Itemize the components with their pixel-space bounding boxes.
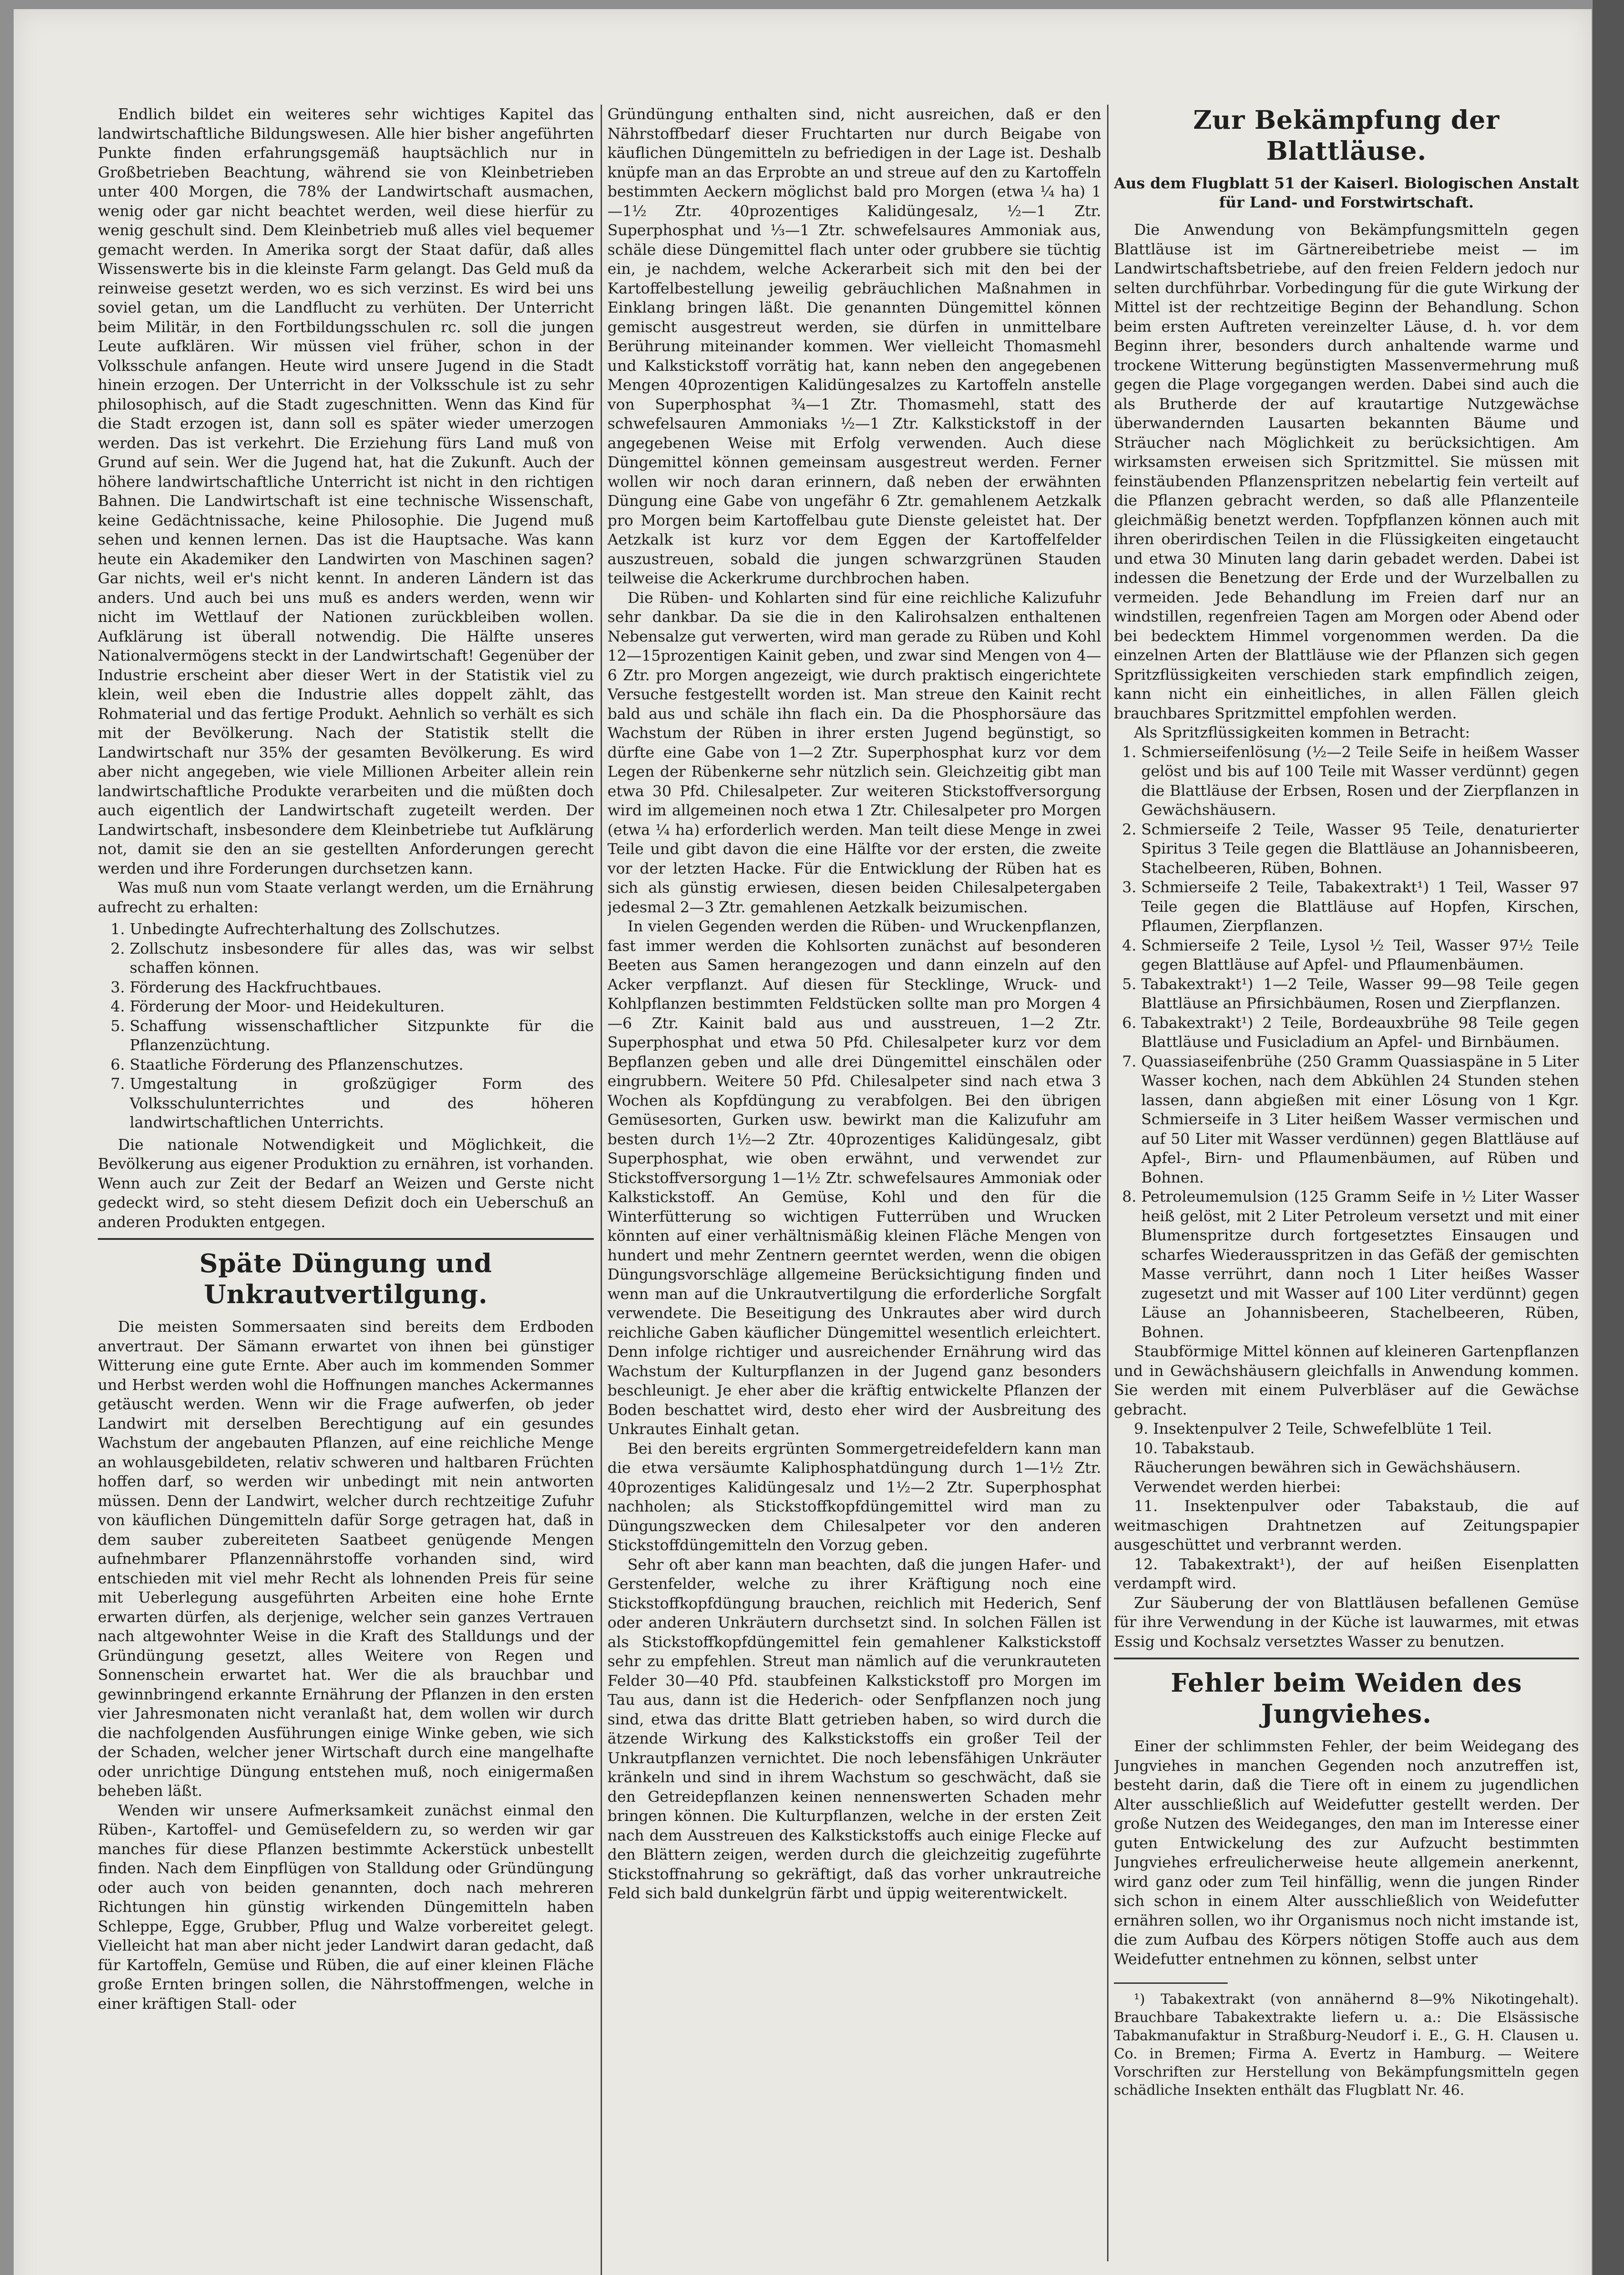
list-item: 1. Unbedingte Aufrechterhaltung des Zollschutzes. [130,920,594,939]
paragraph: 9. Insektenpulver 2 Teile, Schwefelblüte 1 Teil. [1134,1420,1492,1437]
list-item: 5. Schaffung wissenschaftlicher Sitzpunkte für die Pflanzenzüchtung. [130,1016,594,1055]
column-divider [601,105,602,2275]
paragraph: 12. Tabakextrakt¹), der auf heißen Eisenplatten verdampft wird. [1114,1555,1579,1592]
paragraph: Zur Säuberung der von Blattläusen befallenen Gemüse für ihre Verwendung in der Küche ist lauwarmes, mit etwas Essig und Kochsalz versetztes Wasser zu benutzen. [1114,1593,1579,1650]
paragraph: Die nationale Notwendigkeit und Möglichkeit, die Bevölkerung aus eigener Produktion zu ernähren, ist vorhanden. Wenn auch zur Zeit der Bedarf an Weizen und Gerste nicht gedeckt wird, so steht diesem Defizit doch ein Ueberschuß an anderen Produkten entgegen. [98,1135,594,1231]
spray-list [1114,743,1579,1342]
demands-list [98,920,594,1132]
paragraph: Die Rüben- und Kohlarten sind für eine reichliche Kalizufuhr sehr dankbar. Da sie die in den Kalirohsalzen enthaltenen Nebensalze gut verwerten, wird man gerade zu Rüben und Kohl 12—15prozentigen Kainit geben, und zwar sind Mengen von 4—6 Ztr. pro Morgen angezeigt, wie durch praktisch eingerichtete Versuche festgestellt worden ist. Man streue den Kainit recht bald aus und schäle ihn flach ein. Da die Phosphorsäure das Wachstum der Rüben in ihrer ersten Jugend begünstigt, so dürfte eine Gabe von 1—2 Ztr. Superphosphat kurz vor dem Legen der Rübenkerne sehr nützlich sein. Gleichzeitig gibt man etwa 30 Pfd. Chilesalpeter. Zur weiteren Stickstoffversorgung wird im allgemeinen noch etwa 1 Ztr. Chilesalpeter pro Morgen (etwa ¼ ha) erforderlich werden. Man teilt diese Menge in zwei Teile und gibt davon die eine Hälfte vor der ersten, die zweite vor der letzten Hacke. Für die Entwicklung der Rüben hat es sich als günstig erwiesen, diesen beiden Chilesalpetergaben jedesmal 2—3 Ztr. gemahlenen Aetzkalk beizumischen. [607,588,1101,916]
paragraph: Verwendet werden hierbei: [1134,1477,1341,1496]
list-item: 4. Förderung der Moor- und Heidekulturen. [130,997,594,1016]
section-divider [1114,1658,1579,1659]
list-item: 2. Zollschutz insbesondere für alles das, was wir selbst schaffen können. [130,939,594,978]
paragraph: 11. Insektenpulver oder Tabakstaub, die auf weitmaschigen Drahtnetzen auf Zeitungspapier ausgeschüttet und verbrannt werden. [1114,1497,1579,1553]
list-item: 3. Schmierseife 2 Teile, Tabakextrakt¹) 1 Teil, Wasser 97 Teile gegen die Blattläuse auf Hopfen, Kirschen, Pflaumen, Zierpflanzen. [1141,878,1579,936]
paragraph: Wenden wir unsere Aufmerksamkeit zunächst einmal den Rüben-, Kartoffel- und Gemüsefeldern zu, so werden wir gar manches für diese Pflanzen bestimmte Ackerstück unbestellt finden. Nach dem Einpflügen von Stalldung oder Gründüngung oder auch von beiden genannten, doch nach mehreren Richtungen hin günstig wirkenden Düngemitteln haben Schleppe, Egge, Grubber, Pflug und Walze vorbereitet gelegt. Vielleicht hat man aber nicht jeder Landwirt daran gedacht, daß für Kartoffeln, Gemüse und Rüben, die auf einer kleinen Fläche große Ernten bringen sollen, die Nährstoffmengen, welche in einer kräftigen Stall- oder [98,1801,594,2012]
column-divider [1107,105,1108,2261]
paragraph: Als Spritzflüssigkeiten kommen in Betracht: [1134,723,1470,741]
paragraph: In vielen Gegenden werden die Rüben- und Wruckenpflanzen, fast immer werden die Kohlsorten zunächst auf besonderen Beeten aus Samen herangezogen und dann einzeln auf den Acker verpflanzt. Auf diesen für Stecklinge, Wruck- und Kohlpflanzen bestimmten Feldstücken sollte man pro Morgen 4—6 Ztr. Kainit bald aus und ausstreuen, 1—2 Ztr. Superphosphat und etwa 50 Pfd. Chilesalpeter kurz vor dem Bepflanzen geben und alle drei Düngemittel einschälen oder eingrubbern. Weitere 50 Pfd. Chilesalpeter sind nach etwa 3 Wochen als Kopfdüngung zu verabfolgen. Bei den übrigen Gemüsesorten, Gurken usw. bewirkt man die Kalizufuhr am besten durch 1½—2 Ztr. 40prozentiges Kalidüngesalz, gibt Superphosphat, wie oben erwähnt, und verwendet zur Stickstoffversorgung 1—1½ Ztr. schwefelsaures Ammoniak oder Kalkstickstoff. An Gemüse, Kohl und den für die Winterfütterung so wichtigen Futterrüben und Wrucken könnten auf einer verhältnismäßig kleinen Fläche Mengen von hundert und mehr Zentnern geerntet werden, wenn die obigen Düngungsvorschläge allgemeine Berücksichtigung finden und wenn man auf die Unkrautvertilgung die erforderliche Sorgfalt verwendete. Die Beseitigung des Unkrautes aber wird durch reichliche Gaben käuflicher Düngemittel wesentlich erleichtert. Denn infolge richtiger und ausreichender Ernährung wird das Wachstum der Kulturpflanzen in der Jugend ganz besonders beschleunigt. Je eher aber die kräftig entwickelte Pflanzen der Boden beschattet wird, desto eher wird der Ausbreitung des Unkrautes Einhalt getan. [607,917,1101,1438]
paragraph: Bei den bereits ergrünten Sommergetreidefeldern kann man die etwa versäumte Kaliphosphatdüngung durch 1—1½ Ztr. 40prozentiges Kalidüngesalz und 1½—2 Ztr. Superphosphat nachholen; als Stickstoffkopfdüngemittel wird man zu Düngungszwecken dem Chilesalpeter vor den anderen Stickstoffdüngemitteln den Vorzug geben. [607,1439,1101,1554]
list-item: 7. Quassiaseifenbrühe (250 Gramm Quassiaspäne in 5 Liter Wasser kochen, nach dem Abkühlen 24 Stunden stehen lassen, dann abgießen mit einer Lösung von 1 Kgr. Schmierseife in 3 Liter heißem Wasser vermischen und auf 50 Liter mit Wasser verdünnen) gegen Blattläuse auf Apfel-, Birn- und Pflaumenbäumen, auf Rüben und Bohnen. [1141,1052,1579,1188]
article-title: Späte Düngung und Unkrautvertilgung. [199,1249,492,1309]
footnote-rule [1114,1982,1228,1984]
list-item: 7. Umgestaltung in großzügiger Form des Volksschulunterrichtes und des höheren landwirtschaftlichen Unterrichts. [130,1074,594,1132]
list-item: 2. Schmierseife 2 Teile, Wasser 95 Teile, denaturierter Spiritus 3 Teile gegen die Blattläuse an Johannisbeeren, Stachelbeeren, Rüben, Bohnen. [1141,820,1579,878]
list-item: 1. Schmierseifenlösung (½—2 Teile Seife in heißem Wasser gelöst und bis auf 100 Teile mit Wasser verdünnt) gegen die Blattläuse der Erbsen, Rosen und der Zierpflanzen in Gewächshäusern. [1141,743,1579,820]
scan-edge [1593,0,1624,2275]
footnote: ¹) Tabakextrakt (von annähernd 8—9% Nikotingehalt). Brauchbare Tabakextrakte liefern u. a.: Die Elsässische Tabakmanufaktur in Straßburg-Neudorf i. E., G. H. Clausen u. Co. in Bremen; Firma A. Evertz in Hamburg. — Weitere Vorschriften zur Herstellung von Bekämpfungsmitteln gegen schädliche Insekten enthält das Flugblatt Nr. 46. [1114,1991,1579,2098]
paragraph: Räucherungen bewähren sich in Gewächshäusern. [1134,1458,1521,1476]
article-source: Aus dem Flugblatt 51 der Kaiserl. Biologischen Anstalt für Land- und Forstwirtschaft. [1114,174,1579,211]
list-item: 8. Petroleumemulsion (125 Gramm Seife in ½ Liter Wasser heiß gelöst, mit 2 Liter Petroleum versetzt und mit einer Blumenspritze durch fortgesetztes Einsaugen und scharfes Wiederausspritzen in das Gefäß der gemischten Masse verrührt, dann noch 1 Liter heißes Wasser zugesetzt und mit Wasser auf 100 Liter verdünnt) gegen Läuse an Johannisbeeren, Stachelbeeren, Rüben, Bohnen. [1141,1187,1579,1342]
column-2 [607,105,1101,2275]
list-item: 6. Staatliche Förderung des Pflanzenschutzes. [130,1055,594,1075]
paragraph: 10. Tabakstaub. [1134,1439,1255,1457]
paragraph: Staubförmige Mittel können auf kleineren Gartenpflanzen und in Gewächshäusern gleichfalls in Anwendung kommen. Sie werden mit einem Pulverbläser auf die Gewächse gebracht. [1114,1342,1579,1418]
paragraph: Gründüngung enthalten sind, nicht ausreichen, daß er den Nährstoffbedarf dieser Fruchtarten nur durch Beigabe von käuflichen Düngemitteln zu befriedigen in der Lage ist. Deshalb knüpfe man an das Erprobte an und streue auf den zu Kartoffeln bestimmten Aeckern möglichst bald pro Morgen (etwa ¼ ha) 1—1½ Ztr. 40prozentiges Kalidüngesalz, ½—1 Ztr. Superphosphat und ⅓—1 Ztr. schwefelsaures Ammoniak aus, schäle diese Düngemittel flach unter oder grubbere sie tüchtig ein, je nachdem, welche Ackerarbeit sich mit den bei der Kartoffelbestellung jeweilig gebräuchlichen Maßnahmen in Einklang bringen läßt. Die genannten Düngemittel können gemischt ausgestreut werden, sie dürfen in unmittelbare Berührung miteinander kommen. Wer vielleicht Thomasmehl und Kalkstickstoff vorrätig hat, kann neben den angegebenen Mengen 40prozentigen Kalidüngesalzes zu Kartoffeln anstelle von Superphosphat ¾—1 Ztr. Thomasmehl, statt des schwefelsauren Ammoniaks ½—1 Ztr. Kalkstickstoff in der angegebenen Weise mit Erfolg verwenden. Auch diese Düngemittel können gemeinsam ausgestreut werden. Ferner wollen wir noch daran erinnern, daß neben der erwähnten Düngung eine Gabe von ungefähr 6 Ztr. gemahlenem Aetzkalk pro Morgen beim Kartoffelbau gute Dienste geleistet hat. Der Aetzkalk ist kurz vor dem Eggen der Kartoffelfelder auszustreuen, sobald die jungen schwarzgrünen Stauden teilweise die Ackerkrume durchbrochen haben. [607,105,1101,587]
paragraph: Die Anwendung von Bekämpfungsmitteln gegen Blattläuse ist im Gärtnereibetriebe meist — im Landwirtschaftsbetriebe, auf den freien Feldern jedoch nur selten durchführbar. Vorbedingung für die gute Wirkung der Mittel ist der rechtzeitige Beginn der Behandlung. Schon beim ersten Auftreten vereinzelter Läuse, d. h. vor dem Beginn ihrer, besonders durch anhaltende warme und trockene Witterung begünstigten Massenvermehrung muß gegen die Plage vorgegangen werden. Dabei sind auch die als Brutherde der auf krautartige Nutzgewächse überwandernden Lausarten bekannten Bäume und Sträucher nach Möglichkeit zu berücksichtigen. Am wirksamsten erweisen sich Spritzmittel. Sie müssen mit feinstäubenden Pflanzenspritzen nebelartig fein verteilt auf die Pflanzen gebracht werden, so daß alle Pflanzenteile gleichmäßig benetzt werden. Topfpflanzen können auch mit ihren oberirdischen Teilen in die Flüssigkeiten eingetaucht und etwa 30 Minuten lang darin gebadet werden. Dabei ist indessen die Benetzung der Erde und der Wurzelballen zu vermeiden. Jede Behandlung im Freien darf nur an windstillen, regenfreien Tagen am Morgen oder Abend oder bei bedecktem Himmel vorgenommen werden. Da die einzelnen Arten der Blattläuse wie der Pflanzen sich gegen Spritzflüssigkeiten verschieden stark empfindlich zeigen, kann nicht ein einheitliches, in allen Fällen gleich brauchbares Spritzmittel empfohlen werden. [1114,221,1579,722]
list-item: 4. Schmierseife 2 Teile, Lysol ½ Teil, Wasser 97½ Teile gegen Blattläuse auf Apfel- und Pflaumenbäumen. [1141,936,1579,975]
column-3 [1114,105,1579,2275]
list-item: 6. Tabakextrakt¹) 2 Teile, Bordeauxbrühe 98 Teile gegen Blattläuse und Fusicladium an Apfel- und Birnbäumen. [1141,1013,1579,1052]
article-title: Fehler beim Weiden des Jungviehes. [1170,1668,1523,1729]
paragraph: Was muß nun vom Staate verlangt werden, um die Ernährung aufrecht zu erhalten: [98,879,594,916]
list-item: 5. Tabakextrakt¹) 1—2 Teile, Wasser 99—98 Teile gegen Blattläuse an Pfirsichbäumen, Rosen und Zierpflanzen. [1141,975,1579,1013]
paragraph: Endlich bildet ein weiteres sehr wichtiges Kapitel das landwirtschaftliche Bildungswesen. Alle hier bisher angeführten Punkte finden erfahrungsgemäß hauptsächlich nur in Großbetrieben Beachtung, während sie von Kleinbetrieben unter 400 Morgen, die 78% der Landwirtschaft ausmachen, wenig oder gar nicht beachtet werden, weil diese hierfür zu wenig geschult sind. Dem Kleinbetrieb muß alles viel bequemer gemacht werden. In Amerika sorgt der Staat dafür, daß alles Wissenswerte bis in die kleinste Farm gelangt. Das Geld muß da reinweise gesetzt werden, wo es sich verzinst. Es wird bei uns soviel getan, um die Landflucht zu verhüten. Der Unterricht beim Militär, in den Fortbildungsschulen rc. soll die jungen Leute aufklären. Wir müssen viel früher, schon in der Volksschule anfangen. Heute wird unsere Jugend in die Stadt hinein erzogen. Der Unterricht in der Volksschule ist zu sehr philosophisch, auf die Stadt zugeschnitten. Wenn das Kind für die Stadt erzogen ist, dann soll es später wieder umerzogen werden. Das ist verkehrt. Die Erziehung fürs Land muß von Grund auf sein. Wer die Jugend hat, hat die Zukunft. Auch der höhere landwirtschaftliche Unterricht ist nicht in den richtigen Bahnen. Die Landwirtschaft ist eine technische Wissenschaft, keine Gedächtnissache, keine Philosophie. Die Jugend muß sehen und kennen lernen. Das ist die Hauptsache. Was kann heute ein Akademiker den Landwirten von Maschinen sagen? Gar nichts, weil er's nicht kennt. In anderen Ländern ist das anders. Und auch bei uns muß es anders werden, wenn wir nicht im Wettlauf der Nationen zurückbleiben wollen. Aufklärung ist überall notwendig. Die Hälfte unseres Nationalvermögens steckt in der Landwirtschaft! Gegenüber der Industrie erscheint aber dieser Wert in der Statistik viel zu klein, weil eben die Industrie alles doppelt zählt, das Rohmaterial und das fertige Produkt. Aehnlich so verhält es sich mit der Bevölkerung. Nach der Statistik stellt die Landwirtschaft nur 35% der gesamten Bevölkerung. Es wird aber nicht angegeben, wie viele Millionen Arbeiter allein rein landwirtschaftliche Produkte verarbeiten und die müßten doch auch eigentlich der Landwirtschaft zugeteilt werden. Der Landwirtschaft, insbesondere dem Kleinbetriebe tut Aufklärung not, damit sie den an sie gestellten Anforderungen gerecht werden und ihre Forderungen durchsetzen kann. [98,105,594,877]
paragraph: Die meisten Sommersaaten sind bereits dem Erdboden anvertraut. Der Sämann erwartet von ihnen bei günstiger Witterung eine gute Ernte. Aber auch im kommenden Sommer und Herbst werden wohl die Hoffnungen manches Ackermannes getäuscht werden. Wenn wir die Frage aufwerfen, ob jeder Landwirt mit derselben Berechtigung auf ein gesundes Wachstum der angebauten Pflanzen, auf eine reichliche Menge an wohlausgebildeten, relativ schweren und haltbaren Früchten hoffen darf, so werden wir unbedingt mit nein antworten müssen. Denn der Landwirt, welcher durch rechtzeitige Zufuhr von käuflichen Düngemitteln dafür Sorge getragen hat, daß in dem sauber zubereiteten Saatbeet genügende Mengen aufnehmbarer Pflanzennährstoffe vorhanden sind, wird entschieden mit viel mehr Recht als lohnenden Preis für seine mit Ueberlegung ausgeführten Arbeiten eine hohe Ernte erwarten dürfen, als derjenige, welcher sein ganzes Vertrauen nach altgewohnter Weise in die Kraft des Stalldungs und der Gründüngung gesetzt, alles Weitere von Regen und Sonnenschein erwartet hat. Wer die als brauchbar und gewinnbringend erkannte Ernährung der Pflanzen in den ersten vier Jahresmonaten nicht veranlaßt hat, dem wollen wir durch die nachfolgenden Ausführungen einige Winke geben, wie sich der Schaden, welcher jener Wirtschaft durch eine mangelhafte oder unrichtige Düngung entstehen muß, noch einigermaßen beheben läßt. [98,1318,594,1800]
column-1 [98,105,594,2275]
paragraph: Sehr oft aber kann man beachten, daß die jungen Hafer- und Gerstenfelder, welche zu ihrer Kräftigung noch eine Stickstoffkopfdüngung brauchen, reichlich mit Hederich, Senf oder anderen Unkräutern durchsetzt sind. In solchen Fällen ist als Stickstoffkopfdüngemittel fein gemahlener Kalkstickstoff sehr zu empfehlen. Streut man nämlich auf die verunkrauteten Felder 30—40 Pfd. staubfeinen Kalkstickstoff pro Morgen im Tau aus, dann ist die Hederich- oder Senfpflanzen noch jung sind, etwa das dritte Blatt getrieben haben, so wird durch die ätzende Wirkung des Kalkstickstoffs ein großer Teil der Unkrautpflanzen vernichtet. Die noch lebensfähigen Unkräuter kränkeln und sind in ihrem Wachstum so geschwächt, daß sie den Getreidepflanzen keinen nennenswerten Schaden mehr bringen können. Die Kulturpflanzen, welche in der ersten Zeit nach dem Ausstreuen des Kalkstickstoffs auch einige Flecke auf den Blättern zeigen, werden durch die gleichzeitig zugeführte Stickstoffnahrung so gekräftigt, daß das vorher unkrautreiche Feld sich bald dunkelgrün färbt und üppig weiterentwickelt. [607,1555,1101,1902]
paragraph: Einer der schlimmsten Fehler, der beim Weidegang des Jungviehes in manchen Gegenden noch anzutreffen ist, besteht darin, daß die Tiere oft in einem zu jugendlichen Alter ausschließlich auf Weidefutter gestellt werden. Der große Nutzen des Weideganges, den man im Interesse einer guten Entwickelung des zur Aufzucht bestimmten Jungviehes erfreulicherweise heute allgemein anerkennt, wird ganz oder zum Teil hinfällig, wenn die jungen Rinder sich schon in einem Alter ausschließlich von Weidefutter ernähren sollen, wo ihr Organismus noch nicht imstande ist, die zum Aufbau des Körpers nötigen Stoffe auch aus dem Weidefutter entnehmen zu können, selbst unter [1114,1737,1579,1968]
list-item: 3. Förderung des Hackfruchtbaues. [130,978,594,997]
article-title: Zur Bekämpfung der Blattläuse. [1193,105,1500,166]
section-divider [98,1238,594,1240]
